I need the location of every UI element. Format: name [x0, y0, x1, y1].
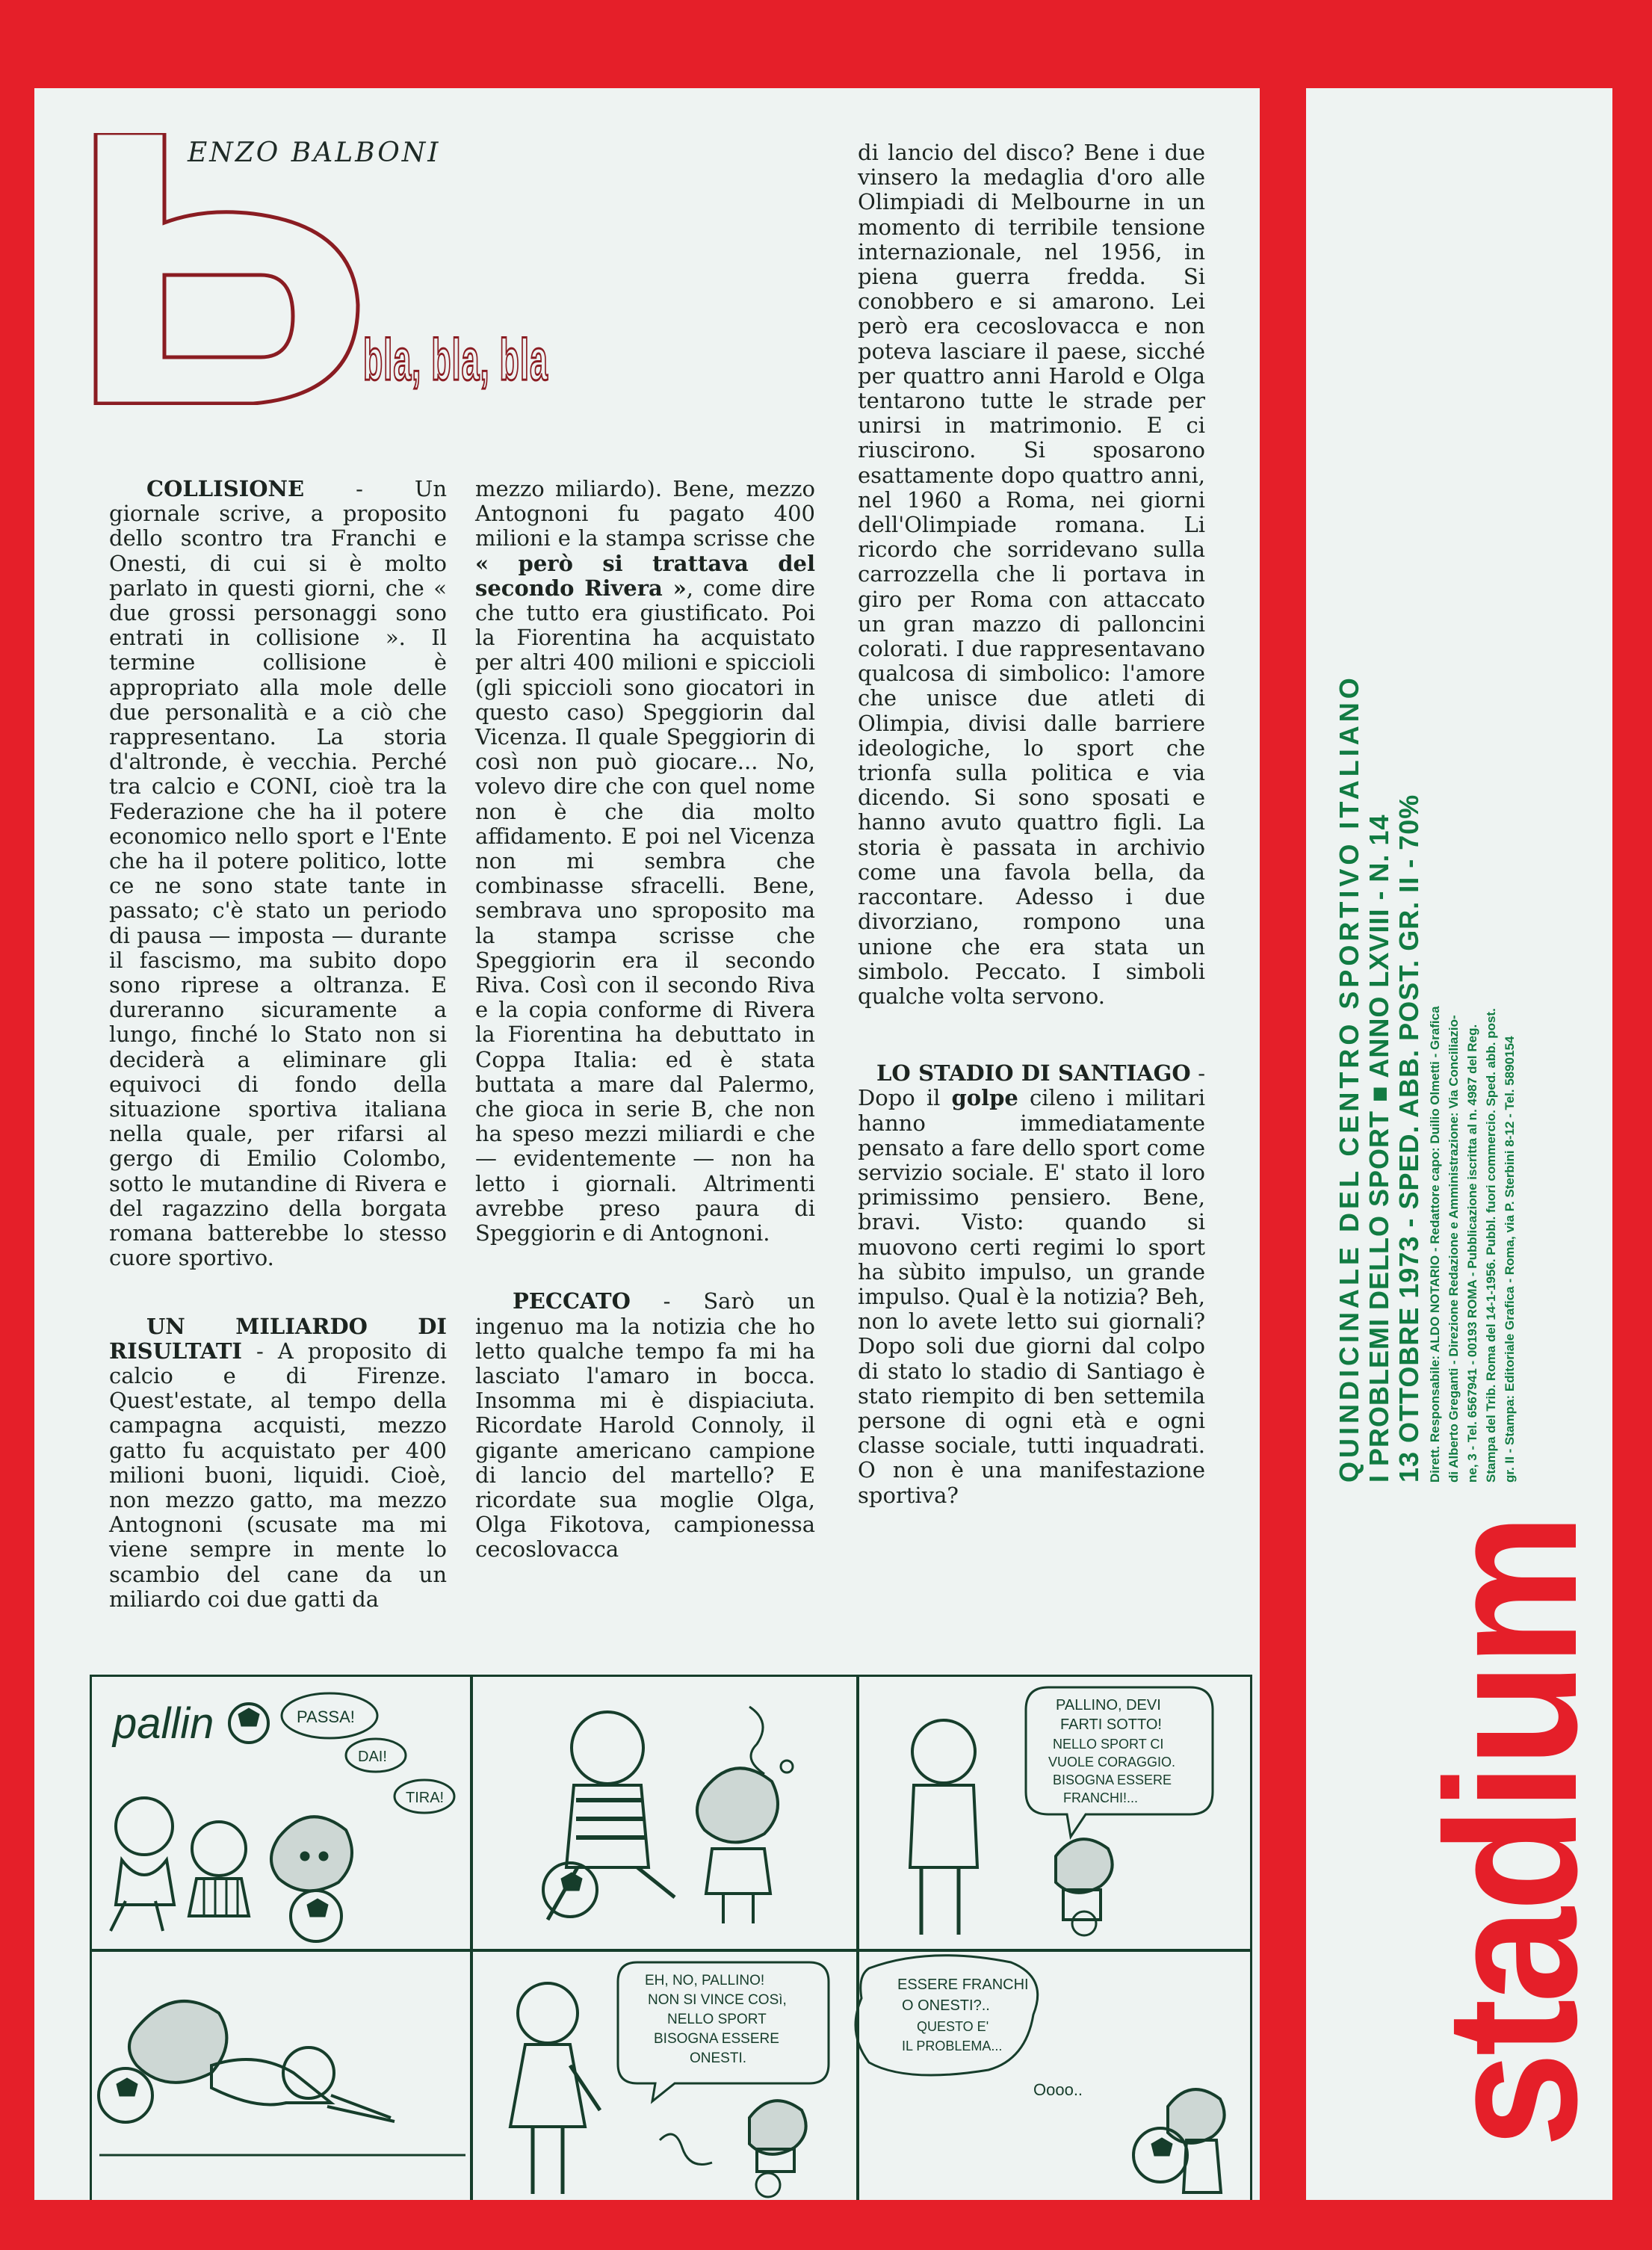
paragraph-collisione: - Un giornale scrive, a proposito dello scontro tra Franchi e Onesti, di cui si è molto parlato in questi giorni, che « due grossi personaggi sono entrati in collisione ». Il termine collisione è appropriato alla mole delle due personalità e a ciò che rappresentano. La storia d'altronde, è vecchia. Perché tra calcio e CONI, cioè tra la Federazione che ha il potere economico nello sport e l'Ente che ha il potere politico, lotte ce ne sono state tante in passato; c'è stato un periodo di pausa — imposta — durante il fascismo, ma subito dopo sono riprese a oltranza. E dureranno sicuramente a lungo, finché lo Stato non si deciderà a eliminare gli equivoci di fondo della situazione sportiva italiana nella quale, per rifarsi al gergo di Emilio Colombo, sotto le mutandine di Rivera e del ragazzino della borgata romana batterebbe lo stesso cuore sportivo.: [109, 476, 447, 1271]
svg-text:TIRA!: TIRA!: [406, 1790, 445, 1806]
svg-text:O ONESTI?..: O ONESTI?..: [902, 1997, 990, 2014]
section-heading-miliardo: UN MILIARDO DI RISULTATI: [109, 1313, 447, 1364]
comic-panel-6: [856, 1956, 1225, 2192]
article-column-2: [475, 477, 815, 1563]
masthead-line-3: 13 OTTOBRE 1973 - SPED. ABB. POST. GR. II - 70%: [1393, 794, 1424, 1483]
comic-panel-2: [543, 1707, 793, 1923]
svg-text:ONESTI.: ONESTI.: [690, 2050, 747, 2066]
comic-panel-1: [111, 1693, 454, 1941]
masthead-line-2: I PROBLEMI DELLO SPORT ■ ANNO LXVIII - N. 14: [1364, 814, 1394, 1483]
svg-text:FARTI SOTTO!: FARTI SOTTO!: [1060, 1716, 1162, 1733]
svg-text:PASSA!: PASSA!: [297, 1707, 355, 1726]
svg-text:VUOLE CORAGGIO.: VUOLE CORAGGIO.: [1048, 1755, 1176, 1770]
byline: ENZO BALBONI: [188, 137, 441, 168]
comic-panel-4: [99, 2001, 465, 2155]
svg-text:NELLO SPORT CI: NELLO SPORT CI: [1053, 1737, 1164, 1752]
paragraph-santiago: cileno i militari hanno immediatamente pensato a fare dello sport come servizio sociale. E' stato il loro primissimo pensiero. Bene, bravi. Visto: quando si muovono certi regimi lo sport ha sùbito impulso, un grande impulso. Qual è la notizia? Beh, non lo avete letto sui giornali? Dopo soli due giorni dal colpo di stato lo stadio di Santiago è stato riempito di ben settemila persone di ogni età e ogni classe sociale, tutti inquadrati. O non è una manifestazione sportiva?: [858, 1085, 1205, 1508]
comic-illustration: [92, 1677, 1250, 2200]
article-column-3: di lancio del disco? Bene i due vinsero la medaglia d'oro alle Olimpiadi di Melbourne in un momento di terribile tensione internazionale, nel 1956, in piena guerra fredda. Si conobbero e si amarono. Lei però era cecoslovacca e non poteva lasciare il paese, sicché per quattro anni Harold e Olga tentarono tutte le strade per unirsi in matrimonio. E ci riuscirono. Si sposarono esattamente dopo quattro anni, nel 1960 a Roma, nei giorni dell'Olimpiade romana. Li ricordo che sorridevano sulla carrozzella che li portava in giro per Roma con attaccato un gran mazzo di palloncini colorati. I due rappresentavano qualcosa di simbolico: l'amore che unisce due atleti di Olimpia, divisi dalle barriere ideologiche, lo sport che trionfa sulla politica e via dicendo. Si sono sposati e hanno avuto quattro figli. La storia è passata in archivio come una favola bella, da raccontare. Adesso i due divorziano, rompono una unione che era stata un simbolo. Peccato. I simboli qualche volta servono. LO STADIO DI SANTIAGO - Dopo il golpe cileno i militari hanno immediatamente pensato a fare dello sport come servizio sociale. E' stato il loro primissimo pensiero. Bene, bravi. Visto: quando si muovono certi regimi lo sport ha sùbito impulso, un grande impulso. Qual è la notizia? Beh, non lo avete letto sui giornali? Dopo soli due giorni dal colpo di stato lo stadio di Santiago è stato riempito di ben settemila persone di ogni età e ogni classe sociale, tutti inquadrati. O non è una manifestazione sportiva?: [858, 140, 1205, 1508]
masthead-strip: [1306, 88, 1615, 2200]
stadium-logo: stadium: [1407, 1517, 1615, 2148]
paragraph-peccato: - Sarò un ingenuo ma la notizia che ho letto qualche tempo fa mi ha lasciato l'amaro in bocca. Insomma mi è dispiaciuta. Ricordate Harold Connoly, il gigante americano campione di lancio del martello? E ricordate sua moglie Olga, Olga Fikotova, campionessa cecoslovacca: [475, 1288, 815, 1563]
article-page: [34, 88, 1260, 2200]
credits-line-4: Stampa del Trib. Roma del 14-1-1956. Pubbl. fuori commercio. Sped. abb. post.: [1484, 1008, 1498, 1483]
initial-letter-b-icon: [93, 133, 380, 405]
svg-text:Oooo..: Oooo..: [1033, 2080, 1083, 2099]
svg-text:EH, NO, PALLINO!: EH, NO, PALLINO!: [645, 1973, 765, 1988]
svg-text:IL PROBLEMA...: IL PROBLEMA...: [902, 2039, 1003, 2053]
comic-title: pallin: [113, 1699, 214, 1748]
masthead-line-1: QUINDICINALE DEL CENTRO SPORTIVO ITALIANO: [1334, 674, 1364, 1483]
svg-text:NON SI VINCE COSì,: NON SI VINCE COSì,: [648, 1992, 787, 2008]
svg-text:QUESTO E': QUESTO E': [917, 2019, 989, 2034]
comic-panel-3: [910, 1687, 1213, 1935]
pallino-comic-strip: [90, 1675, 1252, 2200]
headline: bla, bla, bla: [363, 327, 548, 392]
paragraph-antognoni-b: , come dire che tutto era giustificato. Poi la Fiorentina ha acquistato per altri 400 milioni e spiccioli (gli spiccioli sono giocatori in questo caso) Speggiorin dal Vicenza. Il quale Speggiorin di così non può giocare... No, volevo dire che con quel nome non è che dia molto affidamento. E poi nel Vicenza non mi sembra che combinasse sfracelli. Bene, sembrava uno sproposito ma la stampa scrisse che Speggiorin era il secondo Riva. Così con il secondo Riva e la copia conforme di Rivera la Fiorentina ha debuttato in Coppa Italia: ed è stata buttata a mare dal Palermo, che gioca in serie B, che non ha speso mezzi miliardi e che — evidentemente — non ha letto i giornali. Altrimenti avrebbe preso paura di Speggiorin e di Antognoni.: [475, 575, 815, 1246]
svg-text:BISOGNA ESSERE: BISOGNA ESSERE: [654, 2031, 779, 2047]
svg-text:PALLINO, DEVI: PALLINO, DEVI: [1056, 1697, 1161, 1713]
svg-text:FRANCHI!...: FRANCHI!...: [1063, 1790, 1139, 1805]
svg-text:BISOGNA ESSERE: BISOGNA ESSERE: [1053, 1773, 1172, 1787]
masthead-info: [1334, 676, 1518, 1483]
paragraph-antognoni-a: mezzo miliardo). Bene, mezzo Antognoni fu pagato 400 milioni e la stampa scrisse che: [475, 476, 815, 551]
paragraph-miliardo: - A proposito di calcio e di Firenze. Quest'estate, al tempo della campagna acquisti, mezzo gatto fu acquistato per 400 milioni buoni, liquidi. Cioè, non mezzo gatto, ma mezzo Antognoni (scusate ma mi viene sempre in mente lo scambio del cane da un miliardo coi due gatti da: [109, 1338, 447, 1612]
svg-text:NELLO SPORT: NELLO SPORT: [667, 2012, 767, 2027]
credits-line-2: di Alberto Greganti - Direzione Redazione e Amministrazione: Via Conciliazio-: [1447, 1015, 1461, 1483]
section-heading-collisione: COLLISIONE: [146, 476, 305, 501]
credits-line-3: ne, 3 - Tel. 6567941 - 00193 ROMA - Pubblicazione iscritta al n. 4987 del Reg.: [1465, 1024, 1479, 1483]
svg-text:DAI!: DAI!: [358, 1749, 387, 1765]
comic-panel-5: [510, 1962, 829, 2197]
credits-line-1: Dirett. Responsabile: ALDO NOTARIO - Redattore capo: Duilio Olmetti - Grafica: [1428, 1006, 1442, 1483]
section-heading-peccato: PECCATO: [513, 1288, 631, 1314]
svg-text:ESSERE FRANCHI: ESSERE FRANCHI: [897, 1977, 1029, 1993]
article-column-1: [109, 477, 447, 1612]
credits-line-5: gr. II - Stampa: Editoriale Grafica - Roma, via P. Sterbini 8-12 - Tel. 5890154: [1503, 1036, 1517, 1483]
paragraph-olimpiadi: di lancio del disco? Bene i due vinsero la medaglia d'oro alle Olimpiadi di Melbourne in un momento di terribile tensione internazionale, nel 1956, in piena guerra fredda. Si conobbero e si amarono. Lei però era cecoslovacca e non poteva lasciare il paese, sicché per quattro anni Harold e Olga tentarono tutte le strade per unirsi in matrimonio. E ci riuscirono. Si sposarono esattamente dopo quattro anni, nel 1960 a Roma, nei giorni dell'Olimpiade romana. Li ricordo che sorridevano sulla carrozzella che li portava in giro per Roma con attaccato un gran mazzo di palloncini colorati. I due rappresentavano qualcosa di simbolico: l'amore che unisce due atleti di Olimpia, divisi dalle barriere ideologiche, lo sport che trionfa sulla politica e via dicendo. Si sono sposati e hanno avuto quattro figli. La storia è passata in archivio come una favola bella, da raccontare. Adesso i due divorziano, rompono una unione che era stata un simbolo. Peccato. I simboli qualche volta servono.: [858, 140, 1205, 1009]
quote-secondo-rivera: « però si trattava del secondo Rivera »: [475, 550, 815, 601]
section-heading-santiago: LO STADIO DI SANTIAGO: [876, 1060, 1191, 1087]
